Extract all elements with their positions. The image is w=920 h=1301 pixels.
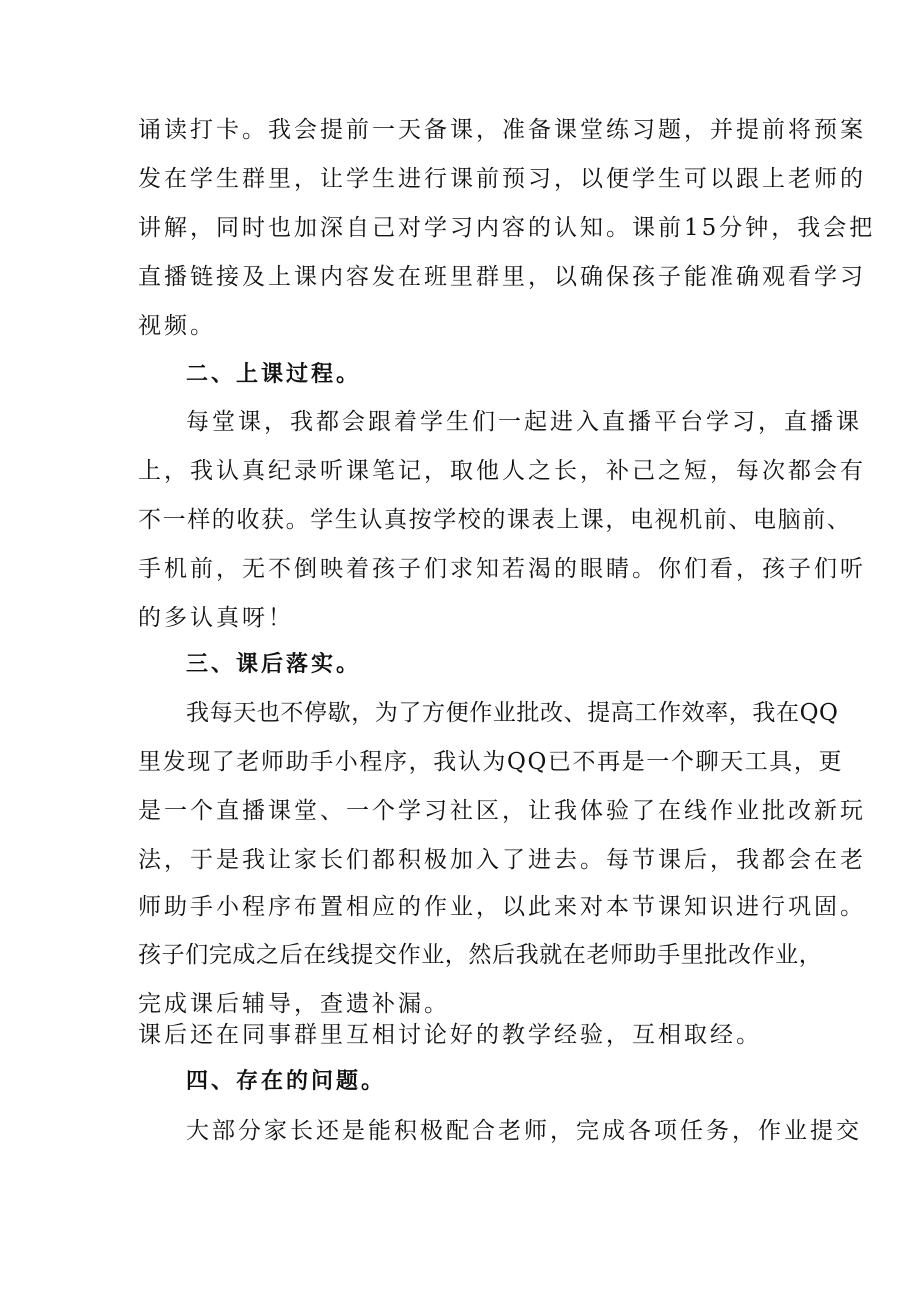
section-heading-after-class: 三、课后落实。	[186, 652, 362, 677]
paragraph-line: 手机前，无不倒映着孩子们求知若渴的眼睛。你们看，孩子们听	[138, 556, 866, 582]
paragraph-line: 上，我认真纪录听课笔记，取他人之长，补己之短，每次都会有	[138, 458, 866, 484]
paragraph-line: 的多认真呀！	[138, 605, 294, 631]
paragraph-line: 里发现了老师助手小程序，我认为QQ已不再是一个聊天工具，更	[138, 749, 844, 775]
paragraph-line: 每堂课，我都会跟着学生们一起进入直播平台学习，直播课	[186, 409, 862, 435]
section-heading-class-process: 二、上课过程。	[186, 362, 362, 387]
paragraph-line: 是一个直播课堂、一个学习社区，让我体验了在线作业批改新玩	[138, 798, 866, 824]
paragraph-line: 大部分家长还是能积极配合老师，完成各项任务，作业提交	[186, 1118, 862, 1144]
paragraph-line: 讲解，同时也加深自己对学习内容的认知。课前15分钟，我会把	[138, 215, 876, 241]
paragraph-line: 诵读打卡。我会提前一天备课，准备课堂练习题，并提前将预案	[138, 117, 866, 143]
paragraph-line: 直播链接及上课内容发在班里群里，以确保孩子能准确观看学习	[138, 264, 866, 290]
paragraph-line: 课后还在同事群里互相讨论好的教学经验，互相取经。	[138, 1022, 762, 1048]
paragraph-line: 完成课后辅导，查遗补漏。	[138, 991, 450, 1017]
paragraph-line: 不一样的收获。学生认真按学校的课表上课，电视机前、电脑前、	[138, 507, 852, 533]
paragraph-line: 发在学生群里，让学生进行课前预习，以便学生可以跟上老师的	[138, 166, 866, 192]
paragraph-line: 我每天也不停歇，为了方便作业批改、提高工作效率，我在QQ	[186, 700, 839, 726]
paragraph-line: 视频。	[138, 313, 216, 339]
paragraph-line: 师助手小程序布置相应的作业，以此来对本节课知识进行巩固。	[138, 894, 866, 920]
paragraph-line: 法，于是我让家长们都积极加入了进去。每节课后，我都会在老	[138, 847, 866, 873]
paragraph-line: 孩子们完成之后在线提交作业，然后我就在老师助手里批改作业，	[138, 942, 823, 968]
section-heading-existing-problems: 四、存在的问题。	[186, 1069, 387, 1094]
